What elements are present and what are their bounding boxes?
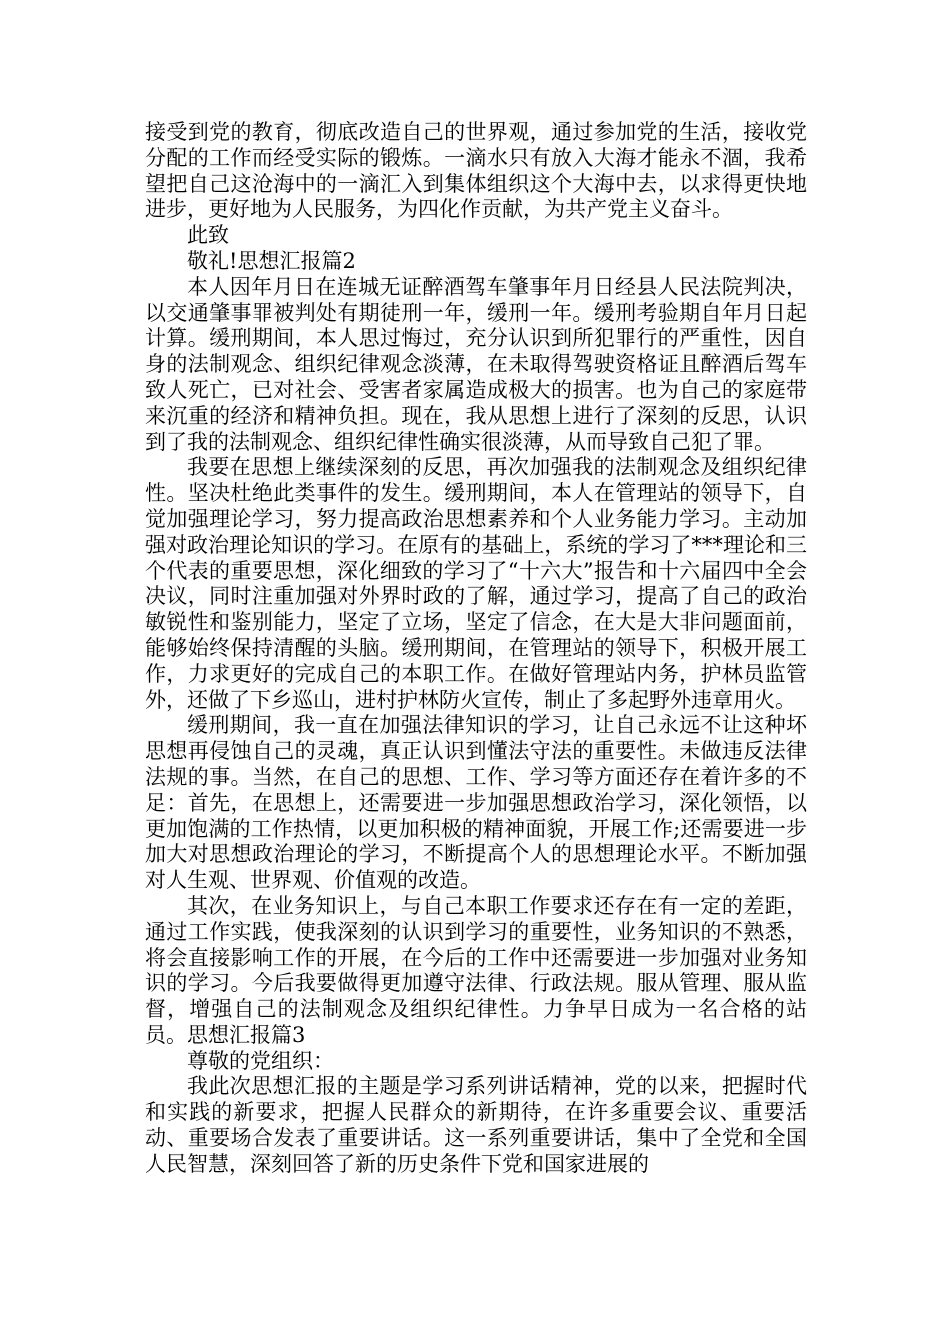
paragraph-greeting: 尊敬的党组织： (187, 1048, 334, 1073)
paragraph-body: 本人因年月日在连城无证醉酒驾车肇事年月日经县人民法院判决，以交通肇事罪被判处有期徒刑一年，缓刑一年。缓刑考验期自年月日起计算。缓刑期间，本人思过悔过，充分认识到所犯罪行的严重性，因自身的法制观念、组织纪律观念淡薄，在未取得驾驶资格证且醉酒后驾车致人死亡，已对社会、受害者家属造成极大的损害。也为自己的家庭带来沉重的经济和精神负担。现在，我从思想上进行了深刻的反思，认识到了我的法制观念、组织纪律性确实很淡薄，从而导致自己犯了罪。 (145, 274, 807, 454)
paragraph-body: 我要在思想上继续深刻的反思，再次加强我的法制观念及组织纪律性。坚决杜绝此类事件的发生。缓刑期间，本人在管理站的领导下，自觉加强理论学习，努力提高政治思想素养和个人业务能力学习。主动加强对政治理论知识的学习。在原有的基础上，系统的学习了***理论和三个代表的重要思想，深化细致的学习了“十六大”报告和十六届四中全会决议，同时注重加强对外界时政的了解，通过学习，提高了自己的政治敏锐性和鉴别能力，坚定了立场，坚定了信念，在大是大非问题面前，能够始终保持清醒的头脑。缓刑期间，在管理站的领导下，积极开展工作，力求更好的完成自己的本职工作。在做好管理站内务，护林员监管外，还做了下乡巡山，进村护林防火宣传，制止了多起野外违章用火。 (145, 455, 807, 712)
paragraph-body: 其次，在业务知识上，与自己本职工作要求还存在有一定的差距，通过工作实践，使我深刻的认识到学习的重要性，业务知识的不熟悉，将会直接影响工作的开展，在今后的工作中还需要进一步加强对业务知识的学习。今后我要做得更加遵守法律、行政法规。服从管理、服从监督，增强自己的法制观念及组织纪律性。力争早日成为一名合格的站员。思想汇报篇3 (145, 893, 807, 1047)
paragraph-body: 缓刑期间，我一直在加强法律知识的学习，让自己永远不让这种坏思想再侵蚀自己的灵魂，真正认识到懂法守法的重要性。未做违反法律法规的事。当然，在自己的思想、工作、学习等方面还存在着许多的不足：首先，在思想上，还需要进一步加强思想政治学习，深化领悟，以更加饱满的工作热情，以更加积极的精神面貌，开展工作;还需要进一步加大对思想政治理论的学习，不断提高个人的思想理论水平。不断加强对人生观、世界观、价值观的改造。 (145, 713, 807, 893)
paragraph-continuation: 接受到党的教育，彻底改造自己的世界观，通过参加党的生活，接收党分配的工作而经受实际的锻炼。一滴水只有放入大海才能永不涸，我希望把自己这沧海中的一滴汇入到集体组织这个大海中去，以求得更快地进步，更好地为人民服务，为四化作贡献，为共产党主义奋斗。 (145, 120, 807, 222)
document-body (145, 120, 807, 1178)
paragraph-body: 我此次思想汇报的主题是学习系列讲话精神，党的以来，把握时代和实践的新要求，把握人民群众的新期待，在许多重要会议、重要活动、重要场合发表了重要讲话。这一系列重要讲话，集中了全党和全国人民智慧，深刻回答了新的历史条件下党和国家进展的 (145, 1074, 807, 1176)
paragraph-closing-salutation: 此致 (187, 223, 229, 248)
paragraph-regards-heading-2: 敬礼!思想汇报篇2 (187, 248, 356, 273)
